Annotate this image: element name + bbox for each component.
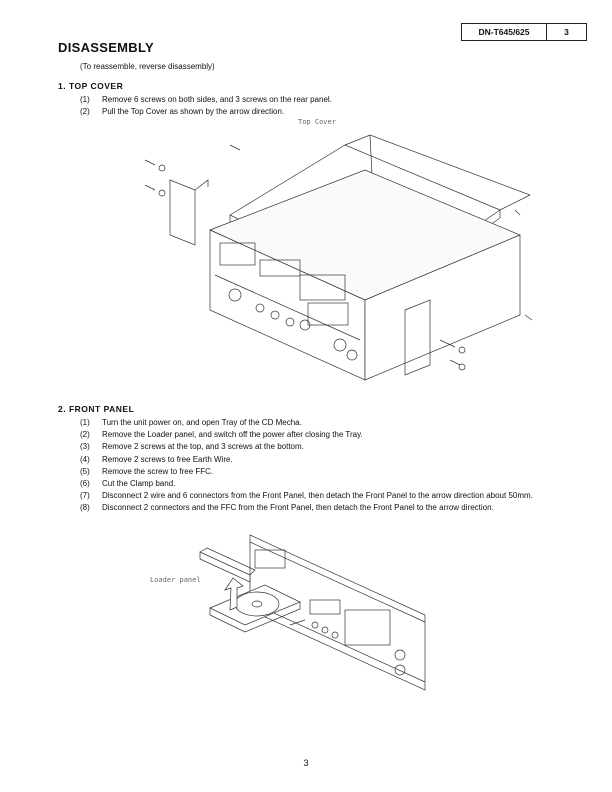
step-item: (1) Turn the unit power on, and open Tray of the CD Mecha. <box>80 418 302 427</box>
step-item: (3) Remove 2 screws at the top, and 3 screws at the bottom. <box>80 442 304 452</box>
step-item: (6) Cut the Clamp band. <box>80 479 176 489</box>
page-footer-number: 3 <box>303 758 309 768</box>
step-item: (2) Pull the Top Cover as shown by the arrow direction. <box>80 107 285 117</box>
step-item: (4) Remove 2 screws to free Earth Wire. <box>80 454 233 464</box>
page-subtitle: (To reassemble, reverse disassembly) <box>80 62 215 71</box>
step-item: (7) Disconnect 2 wire and 6 connectors from the Front Panel, then detach the Front Panel to the arrow direction about 50mm. <box>80 491 533 501</box>
section-heading-front-panel: 2. FRONT PANEL <box>58 404 135 414</box>
step-item: (1) Remove 6 screws on both sides, and 3 screws on the rear panel. <box>80 95 332 104</box>
model-header-box <box>461 23 587 41</box>
step-item: (2) Remove the Loader panel, and switch off the power after closing the Tray. <box>80 430 363 440</box>
loader-panel-label: Loader panel <box>150 576 201 584</box>
section-heading-top-cover: 1. TOP COVER <box>58 81 124 91</box>
model-name: DN-T645/625 <box>462 24 547 40</box>
page-title: DISASSEMBLY <box>58 40 155 55</box>
step-item: (5) Remove the screw to free FFC. <box>80 466 214 476</box>
front-panel-steps <box>80 417 600 515</box>
top-cover-diagram <box>140 115 540 385</box>
header-page-number: 3 <box>564 27 569 37</box>
front-panel-diagram <box>150 530 435 700</box>
top-cover-label: Top Cover <box>298 118 336 126</box>
step-item: (8) Disconnect 2 connectors and the FFC from the Front Panel, then detach the Front Panel to the arrow direction. <box>80 503 494 513</box>
